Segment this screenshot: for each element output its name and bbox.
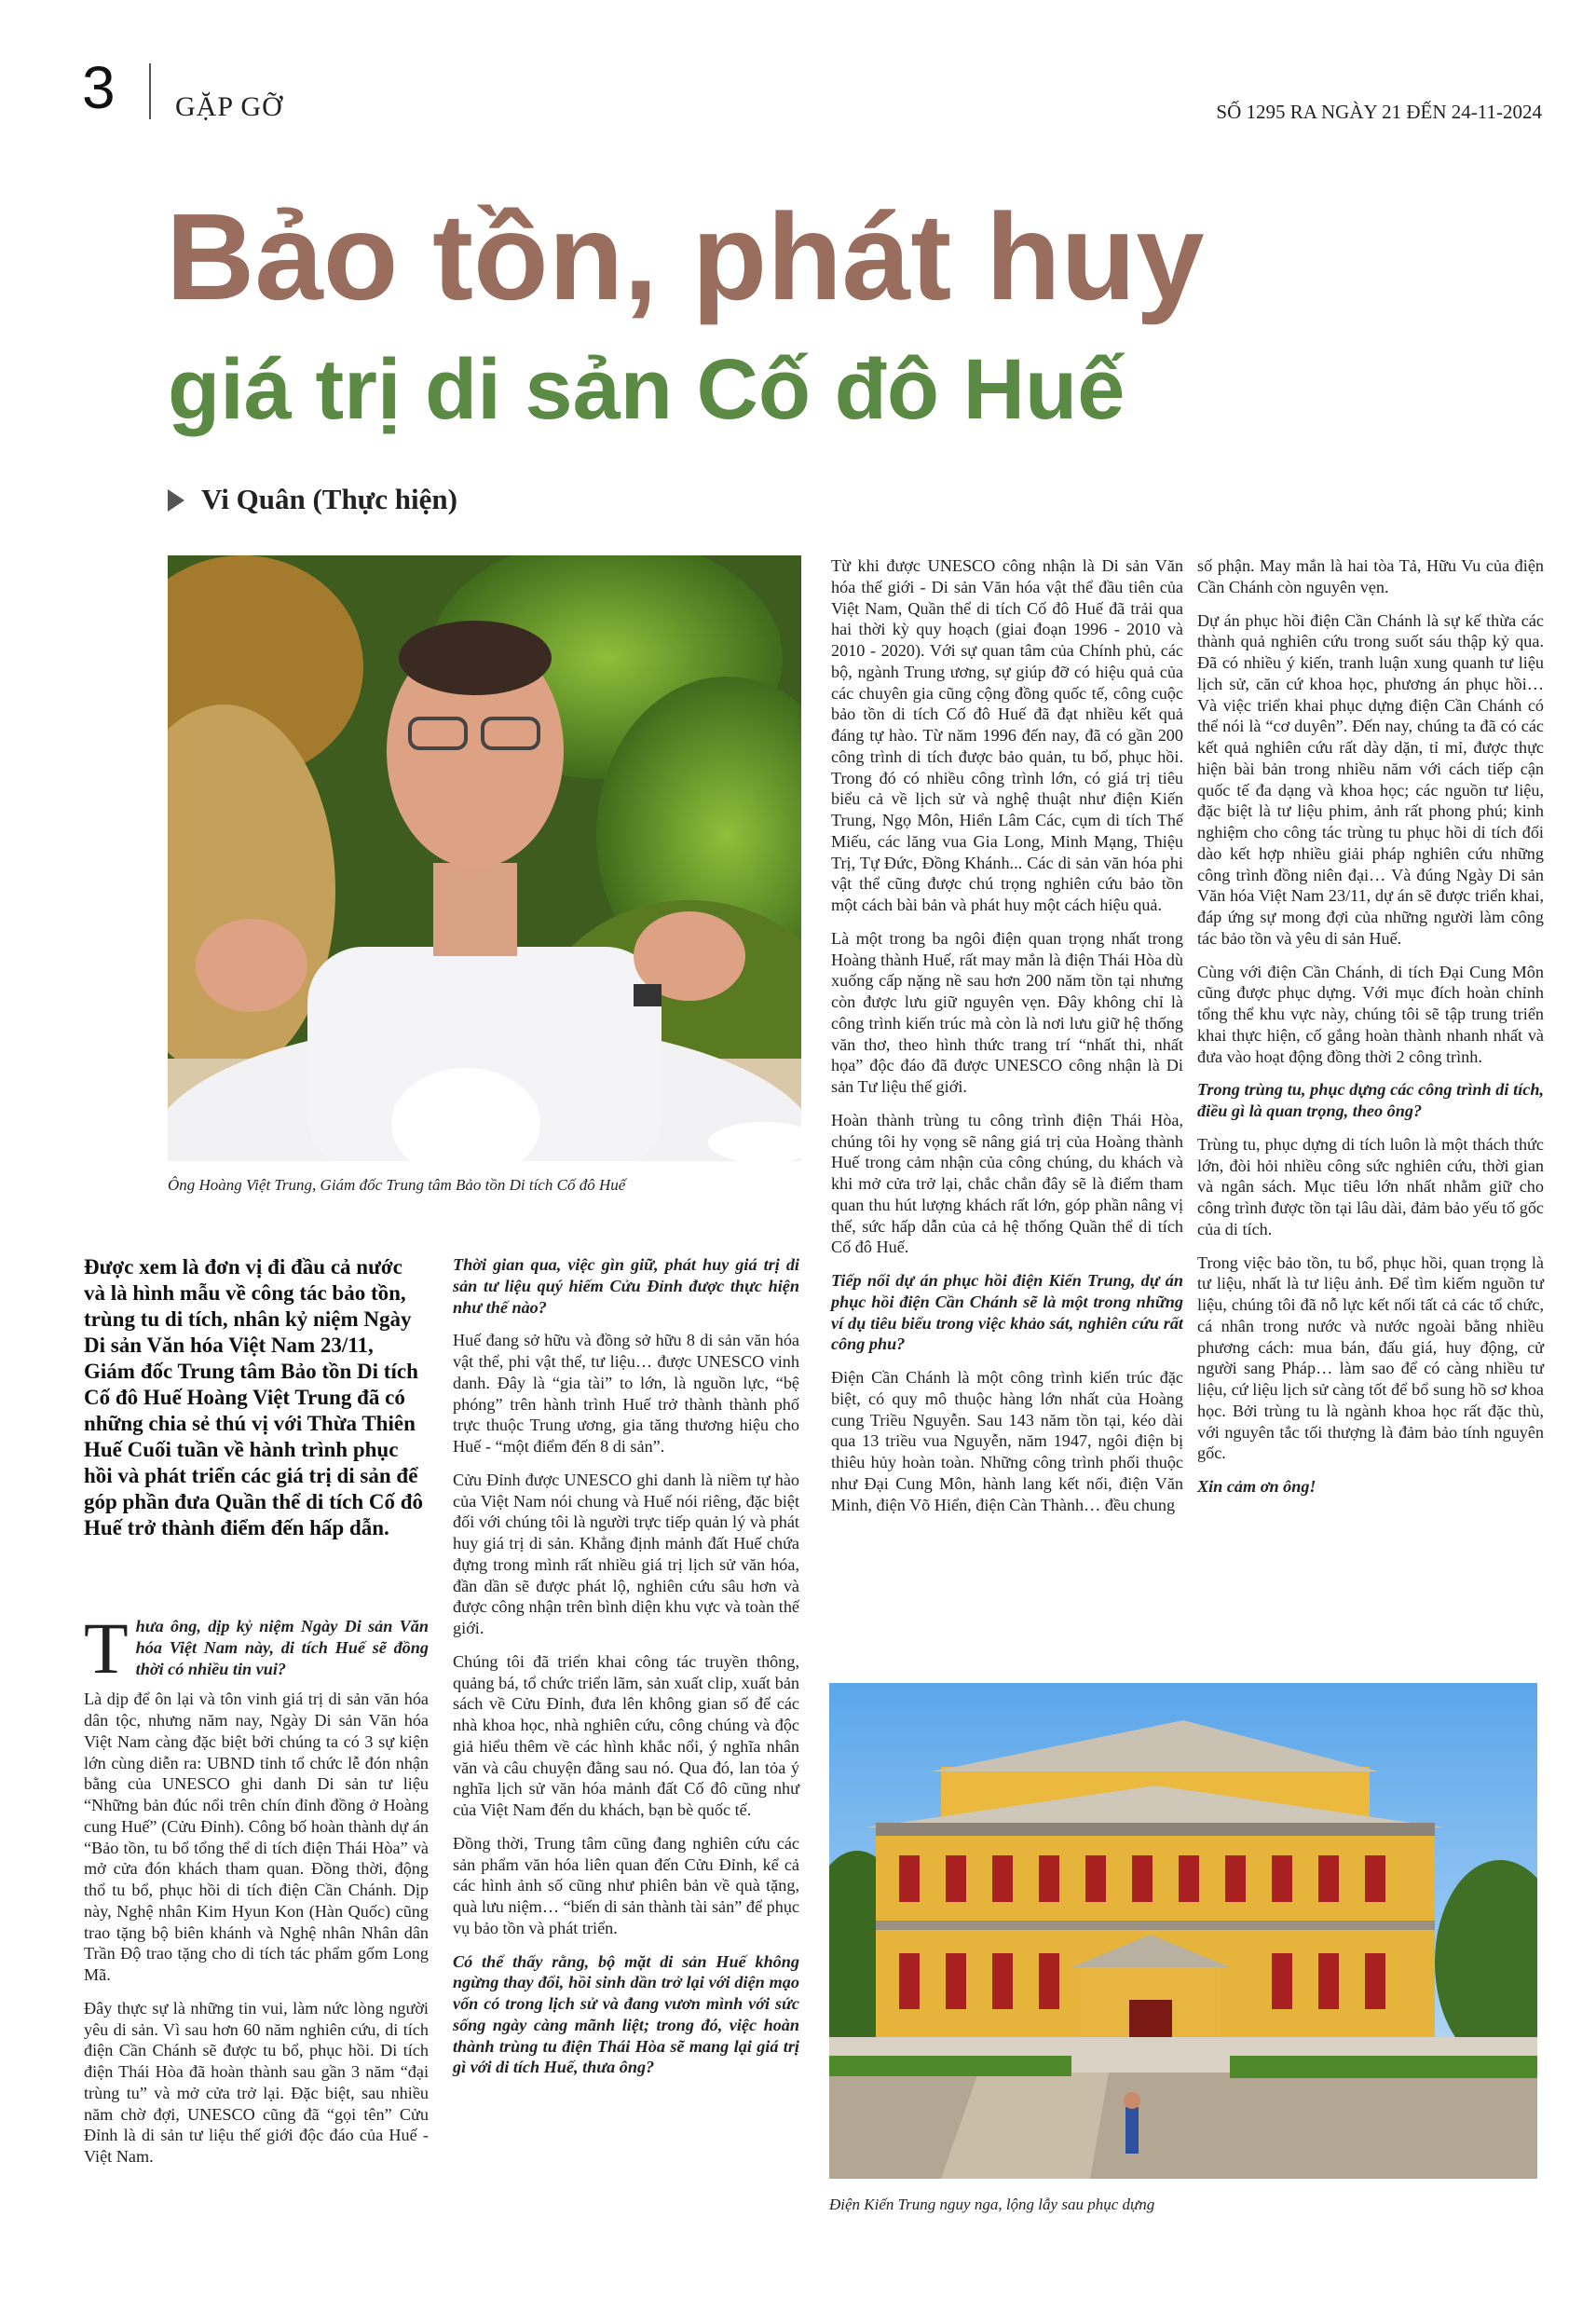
answer-paragraph: Trùng tu, phục dựng di tích luôn là một thách thức lớn, đòi hỏi nhiều công sức nghiên cứu, thời gian và ngân sách. Mục tiêu lớn nhất nhằm giữ cho công trình được tồn tại lâu dài, đảm bảo yếu tố gốc của di tích. bbox=[1197, 1134, 1544, 1238]
lede-paragraph: Được xem là đơn vị đi đầu cả nước và là hình mẫu về công tác bảo tồn, trùng tu di tích, nhân kỷ niệm Ngày Di sản Văn hóa Việt Nam 23/11, Giám đốc Trung tâm Bảo tồn Di tích Cố đô Huế Hoàng Việt Trung đã có những chia sẻ thú vị với Thừa Thiên Huế Cuối tuần về hành trình phục hồi và phát triển các giá trị di sản để góp phần đưa Quần thể di tích Cố đô Huế trở thành điểm đến hấp dẫn. bbox=[84, 1255, 424, 1540]
question-2: Thời gian qua, việc gìn giữ, phát huy giá trị di sản tư liệu quý hiếm Cửu Đỉnh được thực hiện như thế nào? bbox=[453, 1255, 799, 1317]
portrait-photo bbox=[168, 555, 801, 1161]
portrait-illustration bbox=[168, 555, 801, 1161]
answer-paragraph: Cùng với điện Cần Chánh, di tích Đại Cung Môn cũng được phục dựng. Với mục đích hoàn chỉnh tổng thể khu vực này, chúng tôi sẽ tập trung triển khai thực hiện, cố gắng hoàn thành nhanh nhất và đưa vào hoạt động đồng thời 2 công trình. bbox=[1197, 962, 1544, 1066]
answer-paragraph: số phận. May mắn là hai tòa Tả, Hữu Vu của điện Cần Chánh còn nguyên vẹn. bbox=[1197, 556, 1544, 596]
answer-paragraph: Là dịp để ôn lại và tôn vinh giá trị di sản văn hóa dân tộc, nhưng năm nay, Ngày Di sản Văn hóa Việt Nam càng đặc biệt bởi chúng ta có 3 sự kiện lớn cùng diễn ra: UBND tỉnh tổ chức lễ đón nhận bằng của UNESCO ghi danh Di sản tư liệu “Những bản đúc nổi trên chín đỉnh đồng ở Hoàng cung Huế” (Cửu Đỉnh). Công bố hoàn thành dự án “Bảo tồn, tu bổ tổng thể di tích điện Thái Hòa” và mở cửa đón khách tham quan. Đồng thời, động thổ tu bổ, phục hồi di tích điện Cần Chánh. Dịp này, Nghệ nhân Kim Hyun Kon (Hàn Quốc) cũng trao tặng bộ biên khánh và Nghệ nhân Nhân dân Trần Độ trao tặng cho di tích tác phẩm gốm Long Mã. bbox=[84, 1690, 429, 1984]
header-divider bbox=[149, 63, 151, 119]
column-4 bbox=[1197, 555, 1544, 1510]
palace-photo bbox=[829, 1683, 1537, 2179]
headline-line2: giá trị di sản Cố đô Huế bbox=[168, 342, 1125, 437]
column-3 bbox=[831, 555, 1183, 1527]
answer-paragraph: Là một trong ba ngôi điện quan trọng nhất trong Hoàng thành Huế, rất may mắn là điện Thái Hòa dù xuống cấp nặng nề sau hơn 200 năm tồn tại nhưng còn được lưu giữ nguyên vẹn. Đây không chỉ là công trình kiến trúc mà còn là nơi lưu giữ hệ thống văn thơ, theo hình thức trang trí “nhất thi, nhất họa” độc đáo đã được UNESCO công nhận là Di sản Tư liệu thế giới. bbox=[831, 928, 1183, 1096]
answer-paragraph: Từ khi được UNESCO công nhận là Di sản Văn hóa thế giới - Di sản Văn hóa vật thể đầu tiên của Việt Nam, Quần thể di tích Cố đô Huế đã trải qua hai thời kỳ quy hoạch (giai đoạn 1996 - 2010 và 2010 - 2020). Với sự quan tâm của Chính phủ, các bộ, ngành Trung ương, sự giúp đỡ có hiệu quả của các chuyên gia cũng cộng đồng quốc tế, công cuộc bảo tồn di tích Cố đô Huế đã đạt nhiều kết quả đáng tự hào. Từ năm 1996 đến nay, đã có gần 200 công trình di tích được bảo quản, tu bổ, phục hồi. Trong đó có nhiều công trình lớn, có giá trị tiêu biểu cả về lịch sử và nghệ thuật như điện Kiến Trung, Ngọ Môn, Hiển Lâm Các, cụm di tích Thế Miếu, các lăng vua Gia Long, Minh Mạng, Thiệu Trị, Tự Đức, Đồng Khánh... Các di sản văn hóa phi vật thể cũng được chú trọng nghiên cứu bảo tồn một cách bài bản và phát huy một cách hiệu quả. bbox=[831, 556, 1183, 914]
portrait-caption: Ông Hoàng Việt Trung, Giám đốc Trung tâm Bảo tồn Di tích Cố đô Huế bbox=[168, 1176, 626, 1194]
question-5: Trong trùng tu, phục dựng các công trình di tích, điều gì là quan trọng, theo ông? bbox=[1197, 1080, 1544, 1120]
answer-paragraph: Trong việc bảo tồn, tu bổ, phục hồi, quan trọng là tư liệu, nhất là tư liệu ảnh. Để tìm kiếm nguồn tư liệu, chúng tôi đã nỗ lực kết nối tất cả các tổ chức, cá nhân trong nước và nước ngoài bằng nhiều phương cách: mua bán, đấu giá, huy động, cử người sang Pháp… làm sao để có càng nhiều tư liệu, cứ liệu lịch sử càng tốt để bổ sung hồ sơ khoa học. Bởi trùng tu là ngành khoa học rất đặc thù, với nguyên tắc tối thượng là đảm bảo tính nguyên gốc. bbox=[1197, 1252, 1544, 1463]
answer-paragraph: Chúng tôi đã triển khai công tác truyền thông, quảng bá, tổ chức triển lãm, sản xuất clip, xuất bản sách về Cửu Đỉnh, đưa lên không gian số để các nhà khoa học, nhà nghiên cứu, công chúng và độc giả hiểu thêm về các hình khắc nổi, ý nghĩa nhân văn và câu chuyện đằng sau nó. Qua đó, lan tỏa ý nghĩa lịch sử văn hóa mảnh đất Cố đô cũng như của Việt Nam đến du khách, bạn bè quốc tế. bbox=[453, 1651, 799, 1819]
headline-line1: Bảo tồn, phát huy bbox=[166, 188, 1205, 325]
column-2 bbox=[453, 1254, 799, 2090]
play-triangle-icon bbox=[168, 489, 184, 512]
palace-illustration bbox=[829, 1683, 1537, 2179]
question-1 bbox=[84, 1616, 429, 1679]
answer-paragraph: Đây thực sự là những tin vui, làm nức lòng người yêu di sản. Vì sau hơn 60 năm nghiên cứu, di tích điện Cần Chánh sẽ được tu bổ, phục hồi. Di tích điện Thái Hòa đã hoàn thành sau gần 3 năm “đại trùng tu” và mở cửa trở lại. Đặc biệt, sau nhiều năm chờ đợi, UNESCO cũng đã “gọi tên” Cửu Đỉnh là di sản tư liệu thế giới độc đáo của Huế - Việt Nam. bbox=[84, 1998, 429, 2166]
byline-text: Vi Quân (Thực hiện) bbox=[201, 483, 457, 515]
closing-line: Xin cảm ơn ông! bbox=[1197, 1477, 1316, 1496]
answer-paragraph: Cửu Đỉnh được UNESCO ghi danh là niềm tự hào của Việt Nam nói chung và Huế nói riêng, đặc biệt đối với chúng tôi là người trực tiếp quản lý và phát huy giá trị di sản. Khẳng định mảnh đất Huế chứa đựng trong mình rất nhiều giá trị lịch sử văn hóa, đần dần sẽ được phát lộ, nghiên cứu sâu hơn và được công nhận trên bình diện khu vực và toàn thế giới. bbox=[453, 1470, 799, 1637]
page-number: 3 bbox=[82, 54, 116, 121]
answer-paragraph: Đồng thời, Trung tâm cũng đang nghiên cứu các sản phẩm văn hóa liên quan đến Cửu Đỉnh, kể cả các hình ảnh số cũng như phiên bản về quà tặng, quà lưu niệm… “biến di sản thành tài sản” để phục vụ bảo tồn và phát triển. bbox=[453, 1833, 799, 1937]
byline bbox=[168, 483, 457, 516]
answer-paragraph: Hoàn thành trùng tu công trình điện Thái Hòa, chúng tôi hy vọng sẽ nâng giá trị của Hoàng thành Huế trong cảm nhận của công chúng, du khách và khi mở cửa trở lại, chắc chắn đây sẽ là điểm tham quan thu hút lượng khách rất lớn, góp phần nâng vị thế, sức hấp dẫn của cả hệ thống Quần thể di tích Cố đô Huế. bbox=[831, 1110, 1183, 1257]
section-label: GẶP GỠ bbox=[175, 91, 283, 122]
answer-paragraph: Huế đang sở hữu và đồng sở hữu 8 di sản văn hóa vật thể, phi vật thể, tư liệu… được UNESCO vinh danh. Đây là “gia tài” to lớn, là nguồn lực, “bệ phóng” trên hành trình Huế trở thành thành phố trực thuộc Trung ương, gia tăng thương hiệu cho Huế - “một điểm đến 8 di sản”. bbox=[453, 1331, 799, 1456]
answer-paragraph: Điện Cần Chánh là một công trình kiến trúc đặc biệt, có quy mô thuộc hàng lớn nhất của Hoàng cung Triều Nguyễn. Sau 143 năm tồn tại, kéo dài qua 13 triều vua Nguyễn, năm 1947, ngôi điện bị thiêu hủy hoàn toàn. Những công trình phối thuộc như Đại Cung Môn, hành lang kết nối, điện Văn Minh, điện Võ Hiển, điện Càn Thành… đều chung bbox=[831, 1368, 1183, 1514]
column-1 bbox=[84, 1616, 429, 2180]
question-1-text: hưa ông, dịp kỷ niệm Ngày Di sản Văn hóa Việt Nam này, di tích Huế sẽ đồng thời có nhiều tin vui? bbox=[135, 1617, 429, 1678]
issue-info: SỐ 1295 RA NGÀY 21 ĐẾN 24-11-2024 bbox=[1216, 101, 1542, 123]
question-3: Có thể thấy rằng, bộ mặt di sản Huế không ngừng thay đổi, hồi sinh dần trở lại với diện mạo vốn có trong lịch sử và đang vươn mình với sức sống ngày càng mãnh liệt; trong đó, việc hoàn thành trùng tu điện Thái Hòa sẽ mang lại giá trị gì với di tích Huế, thưa ông? bbox=[453, 1951, 799, 2077]
palace-caption: Điện Kiến Trung nguy nga, lộng lẫy sau phục dựng bbox=[829, 2196, 1155, 2213]
drop-cap: T bbox=[84, 1616, 129, 1680]
answer-paragraph: Dự án phục hồi điện Cần Chánh là sự kế thừa các thành quả nghiên cứu trong suốt sáu thập kỷ qua. Đã có nhiều ý kiến, tranh luận xung quanh tư liệu lịch sử, căn cứ khoa học, phương án phục hồi… Và việc triển khai phục dựng điện Cần Chánh có thể nói là “cơ duyên”. Đến nay, chúng ta đã có các kết quả nghiên cứu rất dày dặn, tỉ mỉ, được thực hiện bài bản trong nhiều năm với cách tiếp cận quốc tế đa dạng và khoa học; các nguồn tư liệu, đặc biệt là tư liệu phim, ảnh rất phong phú; kinh nghiệm cho công tác trùng tu phục hồi di tích đối dào kết hợp nhiều giải pháp nghiên cứu những công trình đồng niên đại… Và đúng Ngày Di sản Văn hóa Việt Nam 23/11, dự án sẽ được triển khai, đáp ứng sự mong đợi của những người làm công tác bảo tồn và yêu di sản Huế. bbox=[1197, 610, 1544, 948]
question-4: Tiếp nối dự án phục hồi điện Kiến Trung, dự án phục hồi điện Cần Chánh sẽ là một trong những ví dụ tiêu biểu trong việc khảo sát, nghiên cứu rất công phu? bbox=[831, 1271, 1183, 1354]
